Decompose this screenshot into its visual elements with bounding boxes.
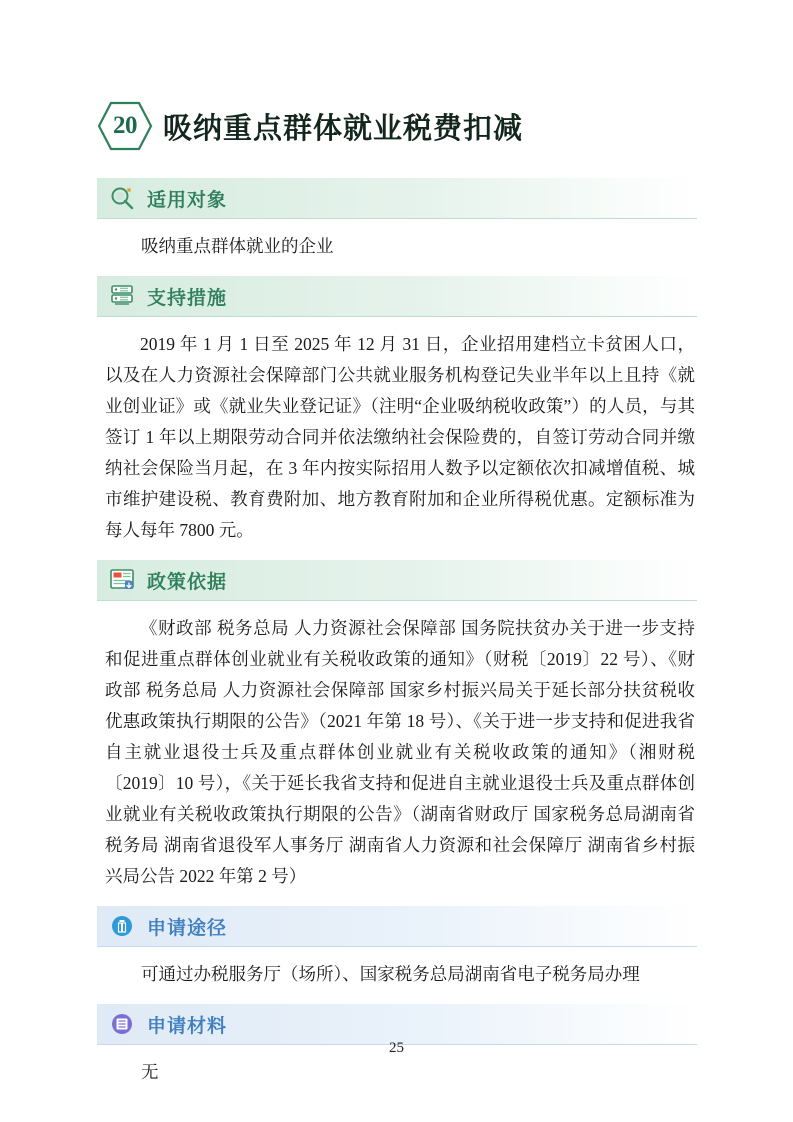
page-number: 25 bbox=[389, 1040, 404, 1056]
section-header-support-measures bbox=[97, 276, 697, 317]
page-title bbox=[97, 100, 697, 152]
section-title: 申请途径 bbox=[147, 916, 228, 939]
section-title: 适用对象 bbox=[147, 188, 228, 211]
section-header-policy-basis bbox=[97, 560, 697, 601]
section-title: 申请材料 bbox=[147, 1014, 228, 1037]
section-title: 支持措施 bbox=[147, 286, 228, 309]
section-number-badge bbox=[97, 100, 153, 152]
section-body-applicable-object: 吸纳重点群体就业的企业 bbox=[141, 236, 334, 256]
section-body-application-materials: 无 bbox=[141, 1062, 159, 1082]
server-list-icon bbox=[97, 283, 147, 309]
page-title-text: 吸纳重点群体就业税费扣减 bbox=[163, 110, 524, 145]
section-body-application-channel: 可通过办税服务厅（场所）、国家税务总局湖南省电子税务局办理 bbox=[141, 964, 640, 984]
section-body-policy-basis: 《财政部 税务总局 人力资源社会保障部 国务院扶贫办关于进一步支持和促进重点群体创业就业有关税收政策的通知》（财税〔2019〕22 号）、《财政部 税务总局 人力资源社会保障部 国家乡村振兴局关于延长部分扶贫税收优惠政策执行期限的公告》（2021 年第 18 号）、《关于进一步支持和促进我省自主就业退役士兵及重点群体创业就业有关税收政策的通知》（湘财税〔2019〕10 号），《关于延长我省支持和促进自主就业退役士兵及重点群体创业就业有关税收政策执行期限的公告》（湖南省财政厅 国家税务总局湖南省税务局 湖南省退役军人事务厅 湖南省人力资源和社会保障厅 湖南省乡村振兴局公告 2022 年第 2 号） bbox=[105, 618, 695, 886]
page-content bbox=[97, 100, 697, 1094]
section-header-application-materials bbox=[97, 1004, 697, 1045]
section-title: 政策依据 bbox=[147, 570, 228, 593]
section-header-applicable-object bbox=[97, 178, 697, 219]
magnifier-icon bbox=[97, 185, 147, 211]
section-header-application-channel bbox=[97, 906, 697, 947]
section-number: 20 bbox=[113, 112, 137, 139]
section-body-support-measures: 2019 年 1 月 1 日至 2025 年 12 月 31 日，企业招用建档立卡贫困人口，以及在人力资源社会保障部门公共就业服务机构登记失业半年以上且持《就业创业证》或《就业失业登记证》（注明“企业吸纳税收政策”）的人员，与其签订 1 年以上期限劳动合同并依法缴纳社会保险费的，自签订劳动合同并缴纳社会保险当月起，在 3 年内按实际招用人数予以定额依次扣减增值税、城市维护建设税、教育费附加、地方教育附加和企业所得税优惠。定额标准为每人每年 7800 元。 bbox=[105, 334, 695, 540]
document-card-icon bbox=[97, 567, 147, 593]
info-circle-icon bbox=[97, 913, 147, 939]
list-circle-icon bbox=[97, 1011, 147, 1037]
